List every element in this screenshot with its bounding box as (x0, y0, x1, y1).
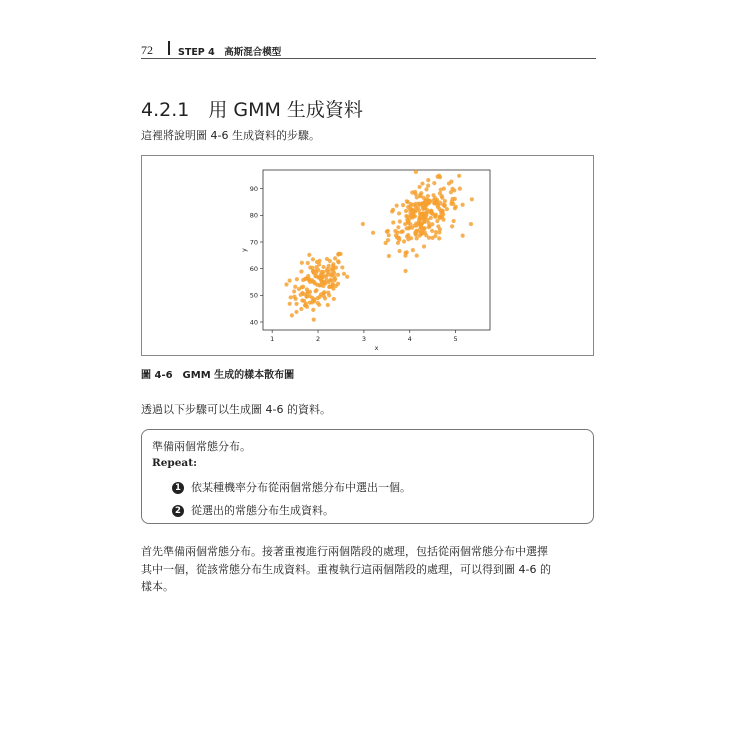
data-point (434, 199, 438, 203)
repeat-label: Repeat: (152, 457, 197, 469)
data-point (432, 181, 436, 185)
data-point (322, 281, 326, 285)
data-point (321, 265, 325, 269)
data-point (424, 187, 428, 191)
x-tick-label: 1 (270, 335, 275, 343)
procedure-step-1 (172, 479, 411, 495)
data-point (317, 262, 321, 266)
data-point (333, 277, 337, 281)
data-point (411, 248, 415, 252)
data-point (420, 226, 424, 230)
data-point (409, 215, 413, 219)
data-point (300, 261, 304, 265)
data-point (439, 211, 443, 215)
data-point (331, 282, 335, 286)
data-point (297, 287, 301, 291)
data-point (450, 224, 454, 228)
figure-frame (141, 155, 594, 356)
data-point (311, 257, 315, 261)
data-point (397, 211, 401, 215)
data-point (420, 181, 424, 185)
data-point (295, 277, 299, 281)
data-point (469, 222, 473, 226)
x-tick-label: 2 (315, 335, 321, 343)
data-point (414, 232, 418, 236)
data-point (417, 185, 421, 189)
data-point (299, 307, 303, 311)
step-1-number-icon: 1 (172, 482, 184, 494)
data-point (438, 175, 442, 179)
data-point (437, 230, 441, 234)
y-tick-label: 80 (249, 211, 258, 220)
data-point (328, 259, 332, 263)
data-point (461, 234, 465, 238)
data-point (314, 274, 318, 278)
header-divider (168, 41, 170, 55)
lead-text: 透過以下步驟可以生成圖 4-6 的資料。 (141, 403, 331, 416)
data-point (327, 264, 331, 268)
data-point (326, 303, 330, 307)
data-point (441, 202, 445, 206)
data-point (319, 277, 323, 281)
data-point (340, 265, 344, 269)
data-point (336, 273, 340, 277)
x-tick-label: 5 (453, 335, 458, 343)
data-point (427, 209, 431, 213)
closing-paragraph (141, 543, 596, 596)
data-point (422, 196, 426, 200)
data-point (317, 303, 321, 307)
data-point (333, 256, 337, 260)
data-point (430, 222, 434, 226)
data-point (403, 269, 407, 273)
data-point (294, 302, 298, 306)
data-point (437, 236, 441, 240)
data-point (308, 265, 312, 269)
data-point (414, 170, 418, 174)
data-point (332, 271, 336, 275)
data-point (395, 204, 399, 208)
data-point (436, 203, 440, 207)
x-tick-label: 4 (407, 335, 412, 343)
data-point (470, 197, 474, 201)
data-point (406, 205, 410, 209)
data-point (371, 231, 375, 235)
data-point (326, 270, 330, 274)
data-point (361, 222, 365, 226)
data-point (410, 226, 414, 230)
closing-line-1: 首先準備兩個常態分布。接著重複進行兩個階段的處理，包括從兩個常態分布中選擇 (141, 545, 548, 558)
data-point (292, 295, 296, 299)
data-point (303, 277, 307, 281)
data-point (405, 199, 409, 203)
data-point (415, 223, 419, 227)
y-tick-label: 50 (249, 291, 258, 300)
scatter-plot (142, 156, 593, 355)
data-point (440, 215, 444, 219)
data-point (336, 259, 340, 263)
data-point (433, 214, 437, 218)
data-point (420, 230, 424, 234)
data-point (385, 230, 389, 234)
step-1-text: 依某種機率分布從兩個常態分布中選出一個。 (191, 481, 411, 494)
data-point (312, 297, 316, 301)
data-point (404, 214, 408, 218)
y-tick-label: 90 (249, 184, 258, 193)
data-point (426, 178, 430, 182)
data-point (457, 174, 461, 178)
data-point (391, 220, 395, 224)
data-point (401, 229, 405, 233)
data-point (398, 219, 402, 223)
y-tick-label: 60 (249, 264, 258, 273)
y-tick-label: 40 (249, 318, 258, 327)
data-point (303, 303, 307, 307)
x-axis-label: x (374, 344, 379, 352)
data-point (314, 288, 318, 292)
data-point (406, 220, 410, 224)
data-point (386, 238, 390, 242)
data-point (288, 302, 292, 306)
chapter-title: STEP 4 高斯混合模型 (178, 47, 282, 58)
data-point (414, 202, 418, 206)
procedure-line-1: 準備兩個常態分布。 (152, 440, 251, 453)
data-point (326, 291, 330, 295)
data-point (402, 239, 406, 243)
data-point (421, 207, 425, 211)
data-point (288, 279, 292, 283)
data-point (306, 261, 310, 265)
data-point (422, 244, 426, 248)
data-point (401, 203, 405, 207)
data-point (308, 280, 312, 284)
step-2-text: 從選出的常態分布生成資料。 (191, 504, 334, 517)
data-point (396, 225, 400, 229)
data-point (442, 187, 446, 191)
data-point (312, 318, 316, 322)
intro-text: 這裡將說明圖 4-6 生成資料的步驟。 (141, 129, 320, 142)
data-point (337, 252, 341, 256)
data-point (391, 208, 395, 212)
data-point (393, 229, 397, 233)
closing-line-3: 樣本。 (141, 580, 174, 593)
data-point (427, 225, 431, 229)
data-point (410, 207, 414, 211)
running-header (141, 41, 596, 59)
data-point (440, 194, 444, 198)
data-point (426, 194, 430, 198)
closing-line-2: 其中一個，從該常態分布生成資料。重複執行這兩個階段的處理，可以得到圖 4-6 的 (141, 562, 551, 576)
page-number: 72 (141, 43, 153, 57)
section-heading: 4.2.1 用 GMM 生成資料 (141, 99, 363, 121)
data-point (415, 253, 419, 257)
plot-area (263, 170, 490, 330)
data-point (315, 282, 319, 286)
data-point (394, 233, 398, 237)
data-point (405, 250, 409, 254)
data-point (293, 285, 297, 289)
data-point (453, 197, 457, 201)
data-point (299, 269, 303, 273)
data-point (449, 190, 453, 194)
data-point (419, 191, 423, 195)
data-point (424, 233, 428, 237)
data-point (300, 298, 304, 302)
data-point (461, 203, 465, 207)
data-point (454, 205, 458, 209)
procedure-box (141, 429, 594, 524)
data-point (290, 313, 294, 317)
data-point (458, 187, 462, 191)
data-point (307, 253, 311, 257)
data-point (419, 212, 423, 216)
data-point (318, 295, 322, 299)
step-2-number-icon: 2 (172, 505, 184, 517)
data-point (342, 272, 346, 276)
data-point (289, 295, 293, 299)
data-point (311, 308, 315, 312)
data-point (397, 249, 401, 253)
data-point (419, 217, 423, 221)
data-point (387, 254, 391, 258)
data-point (322, 290, 326, 294)
data-point (292, 289, 296, 293)
data-point (415, 195, 419, 199)
data-point (415, 236, 419, 240)
data-point (404, 209, 408, 213)
data-point (284, 282, 288, 286)
data-point (449, 180, 453, 184)
data-point (431, 236, 435, 240)
data-point (422, 220, 426, 224)
figure-caption: 圖 4-6 GMM 生成的樣本散布圖 (141, 370, 295, 381)
data-point (413, 214, 417, 218)
procedure-step-2 (172, 502, 334, 518)
data-point (345, 275, 349, 279)
data-point (405, 234, 409, 238)
data-point (423, 201, 427, 205)
data-point (396, 241, 400, 245)
x-tick-label: 3 (361, 335, 366, 343)
data-point (313, 269, 317, 273)
y-axis-label: y (240, 248, 248, 252)
data-point (301, 292, 305, 296)
y-tick-label: 70 (249, 238, 258, 247)
data-point (452, 219, 456, 223)
data-point (426, 183, 430, 187)
data-point (413, 190, 417, 194)
data-point (294, 310, 298, 314)
data-point (332, 297, 336, 301)
data-point (387, 233, 391, 237)
data-point (430, 229, 434, 233)
